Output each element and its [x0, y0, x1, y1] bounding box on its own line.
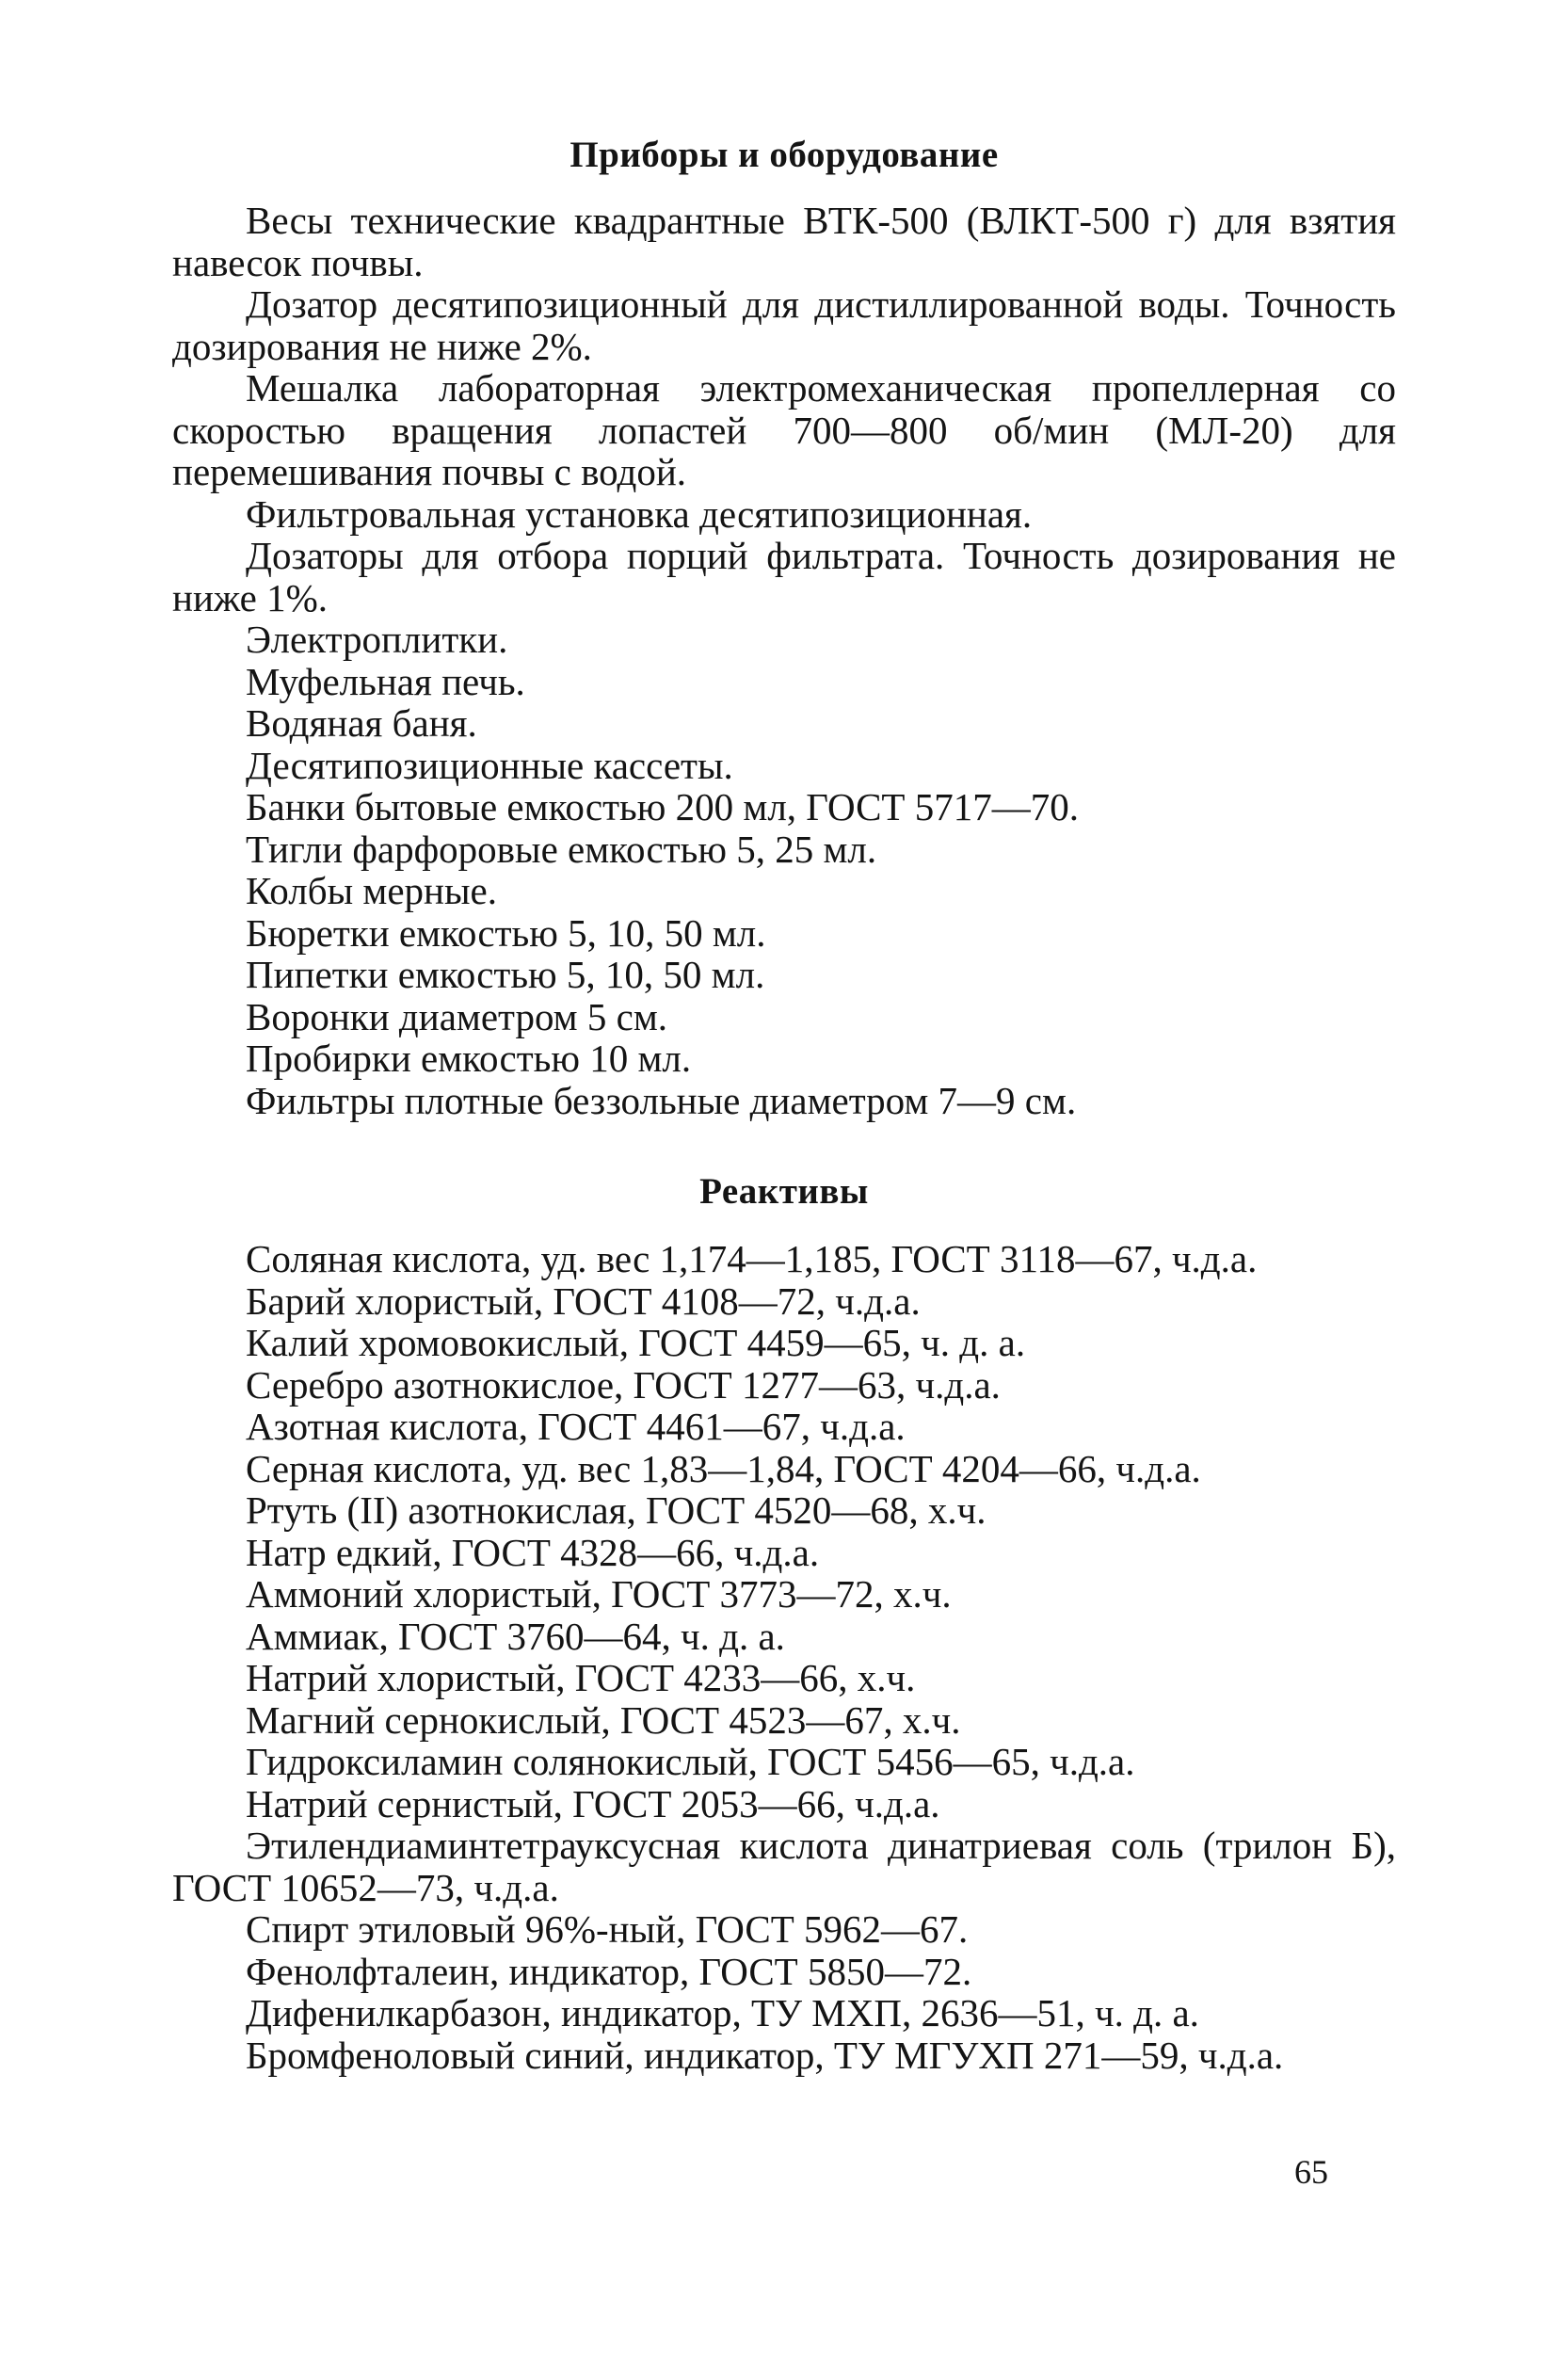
list-item: Азотная кислота, ГОСТ 4461—67, ч.д.а. [246, 1405, 906, 1448]
page-body [172, 132, 1396, 2076]
list-item: Натр едкий, ГОСТ 4328—66, ч.д.а. [246, 1530, 820, 1574]
list-item: Серебро азотнокислое, ГОСТ 1277—63, ч.д.а. [246, 1362, 1001, 1407]
list-item: Пробирки емкостью 10 мл. [246, 1037, 692, 1080]
list-item: Фильтровальная установка десятипозиционная. [246, 491, 1033, 536]
list-item: Бромфеноловый синий, индикатор, ТУ МГУХП 271—59, ч.д.а. [246, 2033, 1284, 2077]
list-item: Гидроксиламин солянокислый, ГОСТ 5456—65, ч.д.а. [246, 1740, 1135, 1783]
list-item: Ртуть (II) азотнокислая, ГОСТ 4520—68, х.ч. [246, 1488, 987, 1532]
list-item: Весы технические квадрантные ВТК-500 (ВЛКТ-500 г) для взятия навесок почвы. [172, 199, 1396, 284]
list-item: Электроплитки. [246, 618, 508, 661]
list-item: Бюретки емкостью 5, 10, 50 мл. [246, 910, 766, 955]
list-item: Фильтры плотные беззольные диаметром 7—9 см. [246, 1078, 1077, 1122]
list-item: Мешалка лабораторная электромеханическая пропеллерная со скоростью вращения лопастей 700—800 об/мин (МЛ-20) для перемешивания почвы с водой. [172, 366, 1396, 493]
section-title-reagents: Реактивы [699, 1171, 869, 1212]
list-item: Натрий сернистый, ГОСТ 2053—66, ч.д.а. [246, 1781, 940, 1825]
list-item: Спирт этиловый 96%-ный, ГОСТ 5962—67. [246, 1907, 969, 1951]
list-item: Магний сернокислый, ГОСТ 4523—67, х.ч. [246, 1697, 961, 1742]
equipment-list [172, 200, 1396, 1121]
list-item: Десятипозиционные кассеты. [246, 743, 733, 787]
list-item: Соляная кислота, уд. вес 1,174—1,185, ГОСТ 3118—67, ч.д.а. [246, 1237, 1258, 1280]
section-title-equipment: Приборы и оборудование [569, 135, 999, 175]
reagents-list [172, 1238, 1396, 2076]
list-item: Барий хлористый, ГОСТ 4108—72, ч.д.а. [246, 1278, 921, 1323]
list-item: Серная кислота, уд. вес 1,83—1,84, ГОСТ 4204—66, ч.д.а. [246, 1446, 1201, 1490]
list-item: Воронки диаметром 5 см. [246, 994, 668, 1038]
list-item: Калий хромовокислый, ГОСТ 4459—65, ч. д. а. [246, 1321, 1026, 1364]
list-item: Муфельная печь. [246, 659, 525, 703]
list-item: Дозатор десятипозиционный для дистиллированной воды. Точность дозирования не ниже 2%. [172, 282, 1396, 368]
list-item: Натрий хлористый, ГОСТ 4233—66, х.ч. [246, 1656, 916, 1699]
list-item: Фенолфталеин, индикатор, ГОСТ 5850—72. [246, 1949, 972, 1993]
list-item: Водяная баня. [246, 701, 477, 745]
page-number: 65 [1294, 2153, 1328, 2191]
list-item: Тигли фарфоровые емкостью 5, 25 мл. [246, 827, 877, 871]
list-item: Аммоний хлористый, ГОСТ 3773—72, х.ч. [246, 1572, 952, 1616]
list-item: Пипетки емкостью 5, 10, 50 мл. [246, 953, 765, 996]
list-item: Дозаторы для отбора порций фильтрата. Точность дозирования не ниже 1%. [172, 534, 1396, 619]
list-item: Этилендиаминтетрауксусная кислота динатриевая соль (трилон Б), ГОСТ 10652—73, ч.д.а. [172, 1824, 1396, 1909]
list-item: Аммиак, ГОСТ 3760—64, ч. д. а. [246, 1614, 785, 1658]
list-item: Дифенилкарбазон, индикатор, ТУ МХП, 2636—51, ч. д. а. [246, 1991, 1199, 2034]
list-item: Колбы мерные. [246, 869, 497, 912]
list-item: Банки бытовые емкостью 200 мл, ГОСТ 5717—70. [246, 785, 1079, 828]
